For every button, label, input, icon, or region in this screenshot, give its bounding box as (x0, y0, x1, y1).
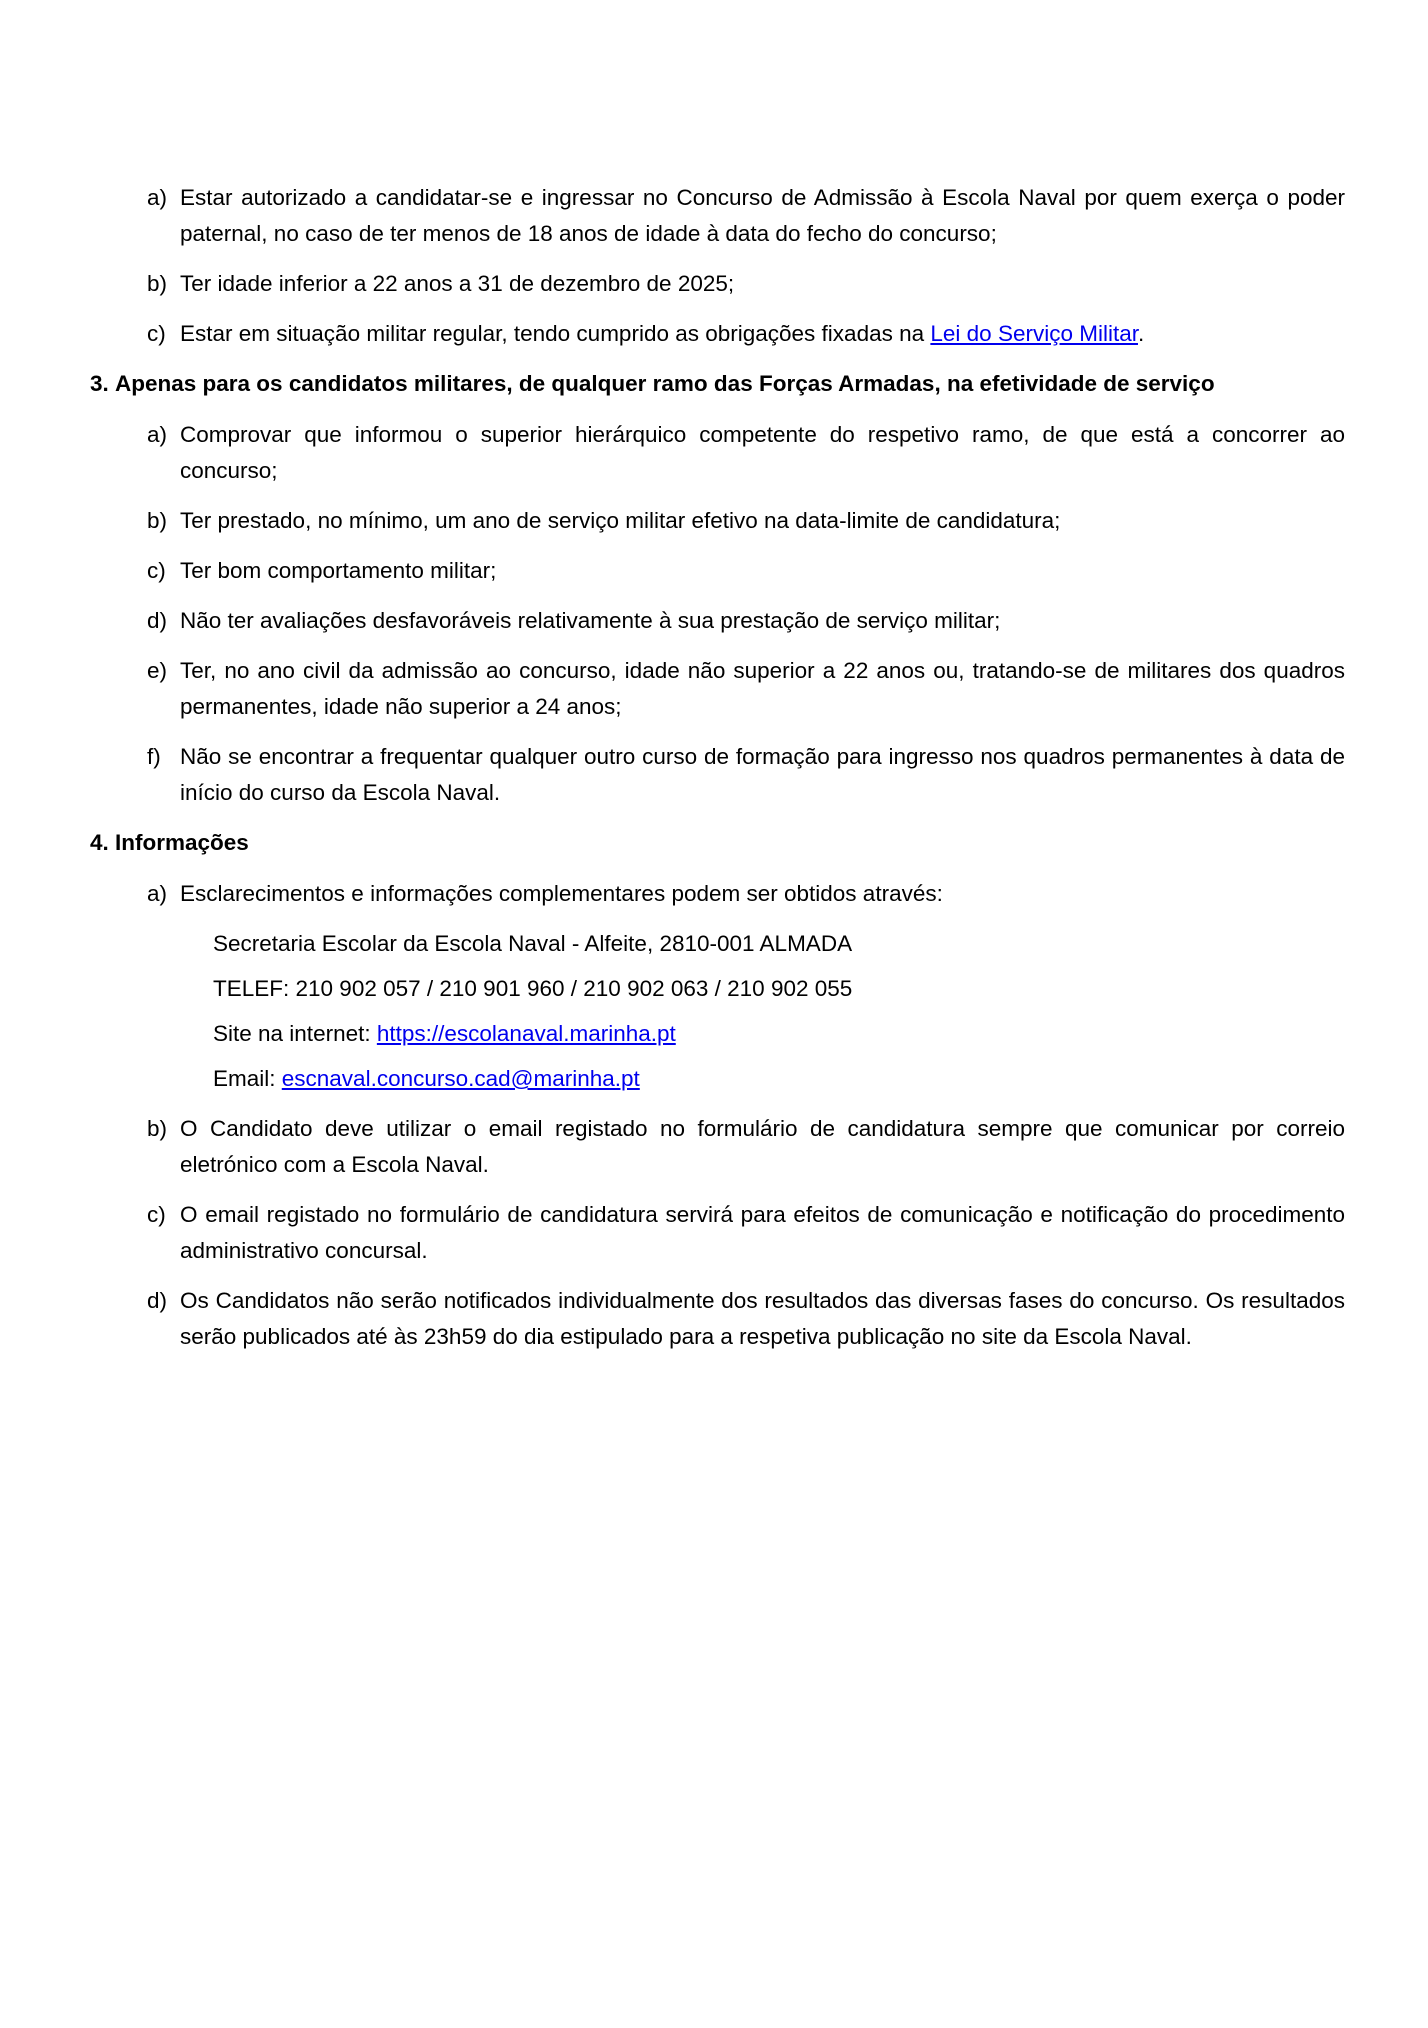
email-label: Email: (213, 1066, 282, 1091)
list-item-text (180, 316, 1345, 352)
concurso-email-link[interactable]: escnaval.concurso.cad@marinha.pt (281, 1066, 640, 1091)
list-item (90, 653, 1345, 725)
list-item (90, 603, 1345, 639)
list-item (90, 180, 1345, 252)
contact-site (90, 1016, 1345, 1052)
list-item (90, 1197, 1345, 1269)
section-4-heading (90, 825, 1345, 861)
list-marker: a) (147, 185, 168, 210)
list-marker: e) (147, 658, 168, 683)
list-item (90, 553, 1345, 589)
list-item (90, 739, 1345, 811)
list-item (90, 1111, 1345, 1183)
list-item-text: Ter, no ano civil da admissão ao concurso, idade não superior a 22 anos ou, tratando-se de militares dos quadros permanentes, idade não superior a 24 anos; (180, 658, 1345, 719)
contact-email (90, 1061, 1345, 1097)
list-item-text: Ter idade inferior a 22 anos a 31 de dezembro de 2025; (180, 271, 735, 296)
list-marker: d) (147, 1288, 168, 1313)
list-item (90, 266, 1345, 302)
list-marker: b) (147, 271, 168, 296)
list-item-text: Comprovar que informou o superior hierárquico competente do respetivo ramo, de que está a concorrer ao concurso; (180, 422, 1345, 483)
list-item-text: Estar autorizado a candidatar-se e ingressar no Concurso de Admissão à Escola Naval por quem exerça o poder paternal, no caso de ter menos de 18 anos de idade à data do fecho do concurso; (180, 185, 1345, 246)
section-title: Informações (115, 830, 249, 855)
list-item-text: Não ter avaliações desfavoráveis relativamente à sua prestação de serviço militar; (180, 608, 1001, 633)
section-title: Apenas para os candidatos militares, de qualquer ramo das Forças Armadas, na efetividade de serviço (115, 371, 1215, 396)
section-number: 4. (90, 830, 109, 855)
contact-phone: TELEF: 210 902 057 / 210 901 960 / 210 902 063 / 210 902 055 (213, 976, 853, 1001)
list-item (90, 503, 1345, 539)
list-item (90, 876, 1345, 912)
list-item (90, 316, 1345, 352)
list-item-text: Ter prestado, no mínimo, um ano de serviço militar efetivo na data-limite de candidatura; (180, 508, 1061, 533)
escolanaval-site-link[interactable]: https://escolanaval.marinha.pt (376, 1021, 676, 1046)
list-item-text: O Candidato deve utilizar o email registado no formulário de candidatura sempre que comunicar por correio eletrónico com a Escola Naval. (180, 1116, 1345, 1177)
list-marker: b) (147, 508, 168, 533)
list-item-text: O email registado no formulário de candidatura servirá para efeitos de comunicação e notificação do procedimento administrativo concursal. (180, 1202, 1345, 1263)
list-marker: d) (147, 608, 168, 633)
list-item-text: Ter bom comportamento militar; (180, 558, 497, 583)
list-item (90, 1283, 1345, 1355)
text-segment: . (1137, 321, 1145, 346)
site-label: Site na internet: (213, 1021, 377, 1046)
list-marker: c) (147, 1202, 166, 1227)
lei-servico-militar-link[interactable]: Lei do Serviço Militar (930, 321, 1138, 346)
list-marker: c) (147, 558, 166, 583)
section-number: 3. (90, 371, 109, 396)
section-3-heading (90, 366, 1345, 402)
list-item-text: Os Candidatos não serão notificados individualmente dos resultados das diversas fases do concurso. Os resultados serão publicados até às 23h59 do dia estipulado para a respetiva publicação no site da Escola Naval. (180, 1288, 1345, 1349)
list-marker: b) (147, 1116, 168, 1141)
list-item (90, 417, 1345, 489)
list-marker: a) (147, 422, 168, 447)
contact-address: Secretaria Escolar da Escola Naval - Alfeite, 2810-001 ALMADA (213, 931, 853, 956)
list-item-text: Não se encontrar a frequentar qualquer outro curso de formação para ingresso nos quadros permanentes à data de início do curso da Escola Naval. (180, 744, 1345, 805)
list-marker: f) (147, 744, 161, 769)
text-segment: Estar em situação militar regular, tendo cumprido as obrigações fixadas na (180, 321, 931, 346)
list-marker: a) (147, 881, 168, 906)
list-marker: c) (147, 321, 166, 346)
list-item-text: Esclarecimentos e informações complementares podem ser obtidos através: (180, 881, 943, 906)
